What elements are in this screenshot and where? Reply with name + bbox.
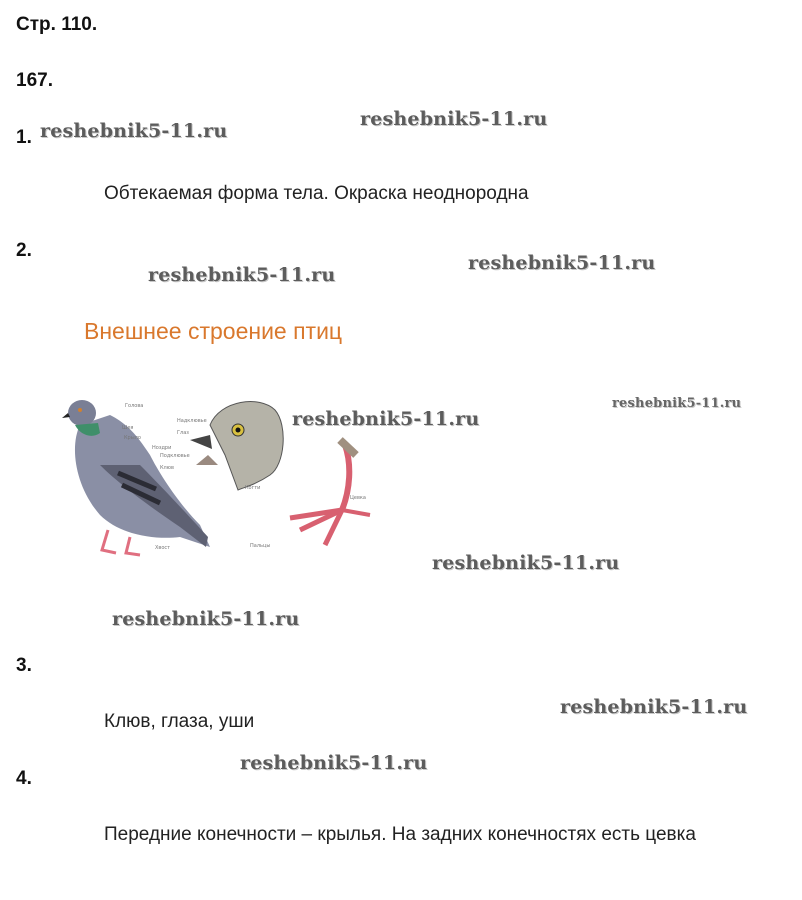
watermark: reshebnik5-11.ru xyxy=(240,752,428,774)
label-nostrils: Ноздри xyxy=(152,445,172,451)
item-number-4: 4. xyxy=(16,768,32,789)
watermark: reshebnik5-11.ru xyxy=(40,120,228,142)
label-beak: Клюв xyxy=(160,465,174,471)
figure-title: Внешнее строение птиц xyxy=(84,318,343,344)
label-tail: Хвост xyxy=(155,545,171,551)
label-wing: Крыло xyxy=(124,435,141,441)
label-lower-beak: Подклювье xyxy=(160,453,190,459)
label-toes: Пальцы xyxy=(250,543,271,549)
label-tarsus: Цевка xyxy=(350,495,366,501)
label-eye: Глаз xyxy=(177,430,189,436)
watermark: reshebnik5-11.ru xyxy=(468,252,656,274)
watermark: reshebnik5-11.ru xyxy=(292,408,480,430)
watermark: reshebnik5-11.ru xyxy=(432,552,620,574)
label-claws: Когти xyxy=(245,485,261,491)
answer-1: Обтекаемая форма тела. Окраска неоднородна xyxy=(104,183,529,204)
watermark: reshebnik5-11.ru xyxy=(360,108,548,130)
bird-head-drawing xyxy=(190,402,283,490)
task-number: 167. xyxy=(16,70,53,91)
label-neck: Шея xyxy=(122,425,134,431)
answer-3: Клюв, глаза, уши xyxy=(104,711,255,732)
label-upper-beak: Надклювье xyxy=(177,418,207,424)
watermark: reshebnik5-11.ru xyxy=(560,696,748,718)
item-number-2: 2. xyxy=(16,240,32,261)
watermark: reshebnik5-11.ru xyxy=(612,396,742,411)
watermark: reshebnik5-11.ru xyxy=(112,608,300,630)
label-head: Голова xyxy=(125,403,144,409)
page-header: Стр. 110. xyxy=(16,14,98,35)
bird-foot-drawing xyxy=(290,440,370,545)
bird-structure-figure xyxy=(60,315,500,565)
answer-4: Передние конечности – крылья. На задних конечностях есть цевка xyxy=(104,824,696,845)
item-number-1: 1. xyxy=(16,127,32,148)
watermark: reshebnik5-11.ru xyxy=(148,264,336,286)
item-number-3: 3. xyxy=(16,655,32,676)
